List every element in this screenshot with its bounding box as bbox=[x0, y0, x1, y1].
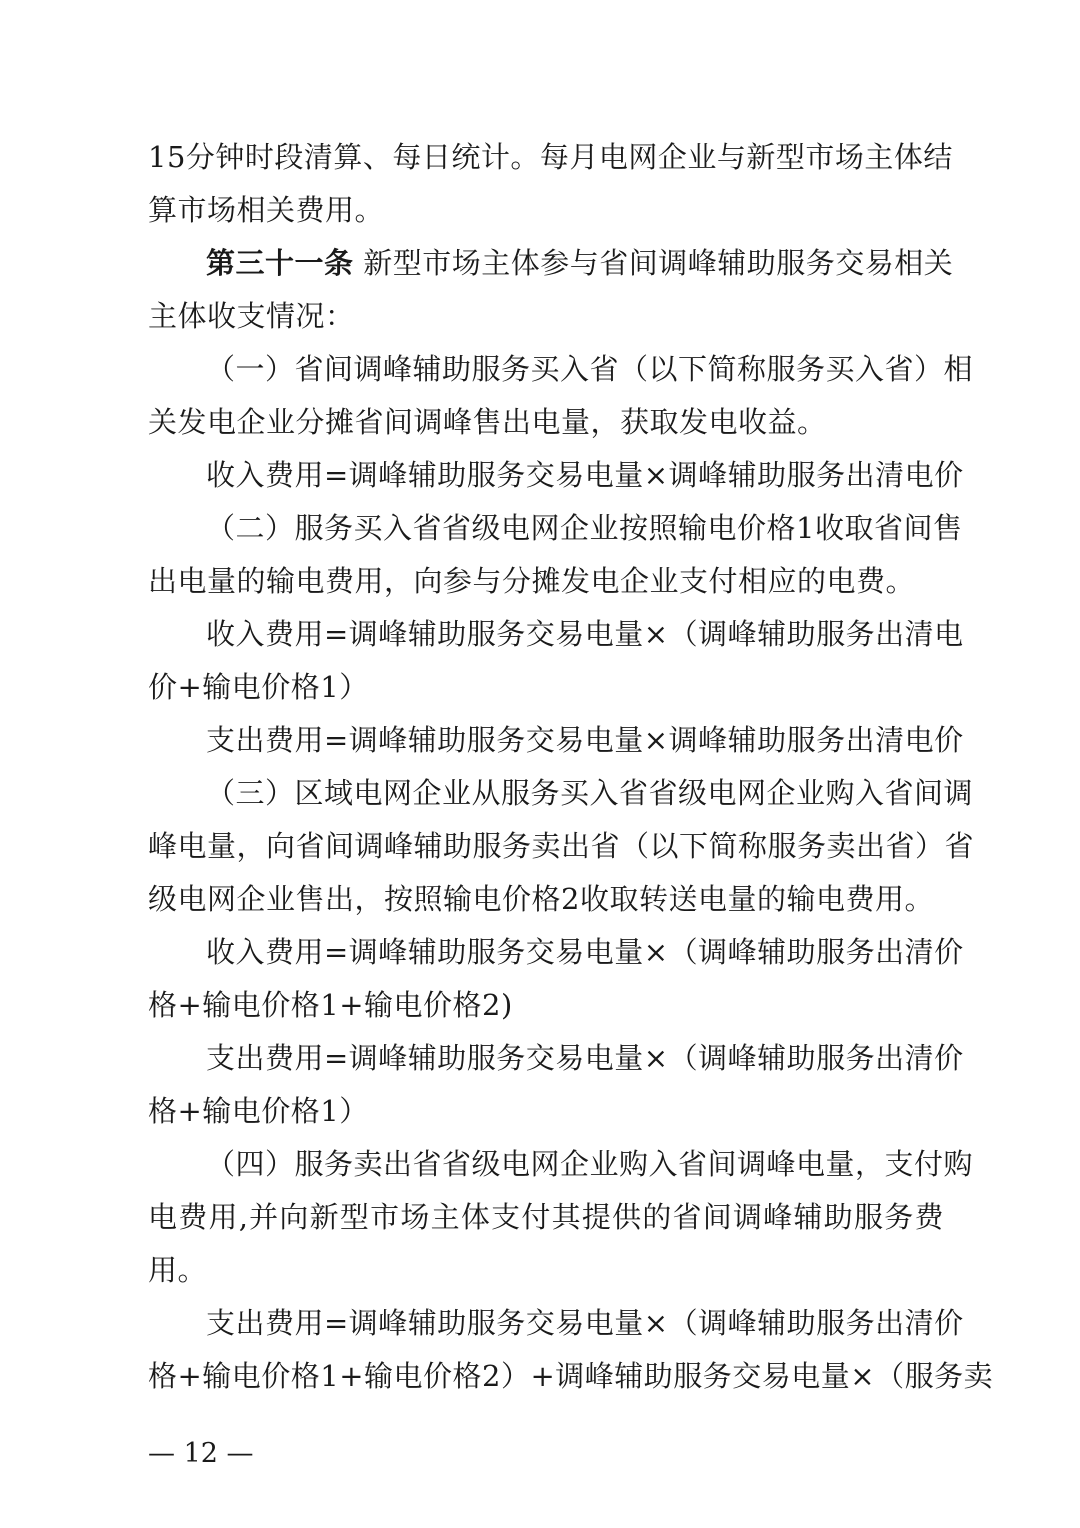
clause-line: （一）省间调峰辅助服务买入省（以下简称服务买入省）相 bbox=[206, 352, 974, 386]
formula-line: 格+输电价格1） bbox=[148, 1094, 369, 1128]
formula-line: 收入费用=调峰辅助服务交易电量×（调峰辅助服务出清价 bbox=[206, 935, 964, 969]
article-heading: 第三十一条 bbox=[206, 246, 354, 280]
body-text-line: 15分钟时段清算、每日统计。每月电网企业与新型市场主体结 bbox=[148, 140, 953, 174]
body-text-line: 主体收支情况： bbox=[148, 299, 355, 333]
formula-line: 格+输电价格1+输电价格2）+调峰辅助服务交易电量×（服务卖 bbox=[148, 1359, 994, 1393]
formula-line: 价+输电价格1） bbox=[148, 670, 369, 704]
body-text-line: 用。 bbox=[148, 1253, 208, 1287]
body-text-line: 峰电量，向省间调峰辅助服务卖出省（以下简称服务卖出省）省 bbox=[148, 829, 975, 863]
formula-line: 格+输电价格1+输电价格2) bbox=[148, 988, 513, 1022]
body-text-line: 算市场相关费用。 bbox=[148, 193, 385, 227]
formula-line: 收入费用=调峰辅助服务交易电量×调峰辅助服务出清电价 bbox=[206, 458, 964, 492]
formula-line: 收入费用=调峰辅助服务交易电量×（调峰辅助服务出清电 bbox=[206, 617, 964, 651]
page-number: — 12 — bbox=[148, 1438, 254, 1469]
clause-line: （四）服务卖出省省级电网企业购入省间调峰电量，支付购 bbox=[206, 1147, 974, 1181]
formula-line: 支出费用=调峰辅助服务交易电量×调峰辅助服务出清电价 bbox=[206, 723, 964, 757]
article-text: 新型市场主体参与省间调峰辅助服务交易相关 bbox=[353, 246, 954, 280]
body-text-line: 电费用,并向新型市场主体支付其提供的省间调峰辅助服务费 bbox=[148, 1200, 944, 1234]
clause-line: （三）区域电网企业从服务买入省省级电网企业购入省间调 bbox=[206, 776, 974, 810]
clause-line: （二）服务买入省省级电网企业按照输电价格1收取省间售 bbox=[206, 511, 963, 545]
formula-line: 支出费用=调峰辅助服务交易电量×（调峰辅助服务出清价 bbox=[206, 1306, 964, 1340]
body-text-line: 关发电企业分摊省间调峰售出电量，获取发电收益。 bbox=[148, 405, 827, 439]
body-text-line: 级电网企业售出，按照输电价格2收取转送电量的输电费用。 bbox=[148, 882, 934, 916]
formula-line: 支出费用=调峰辅助服务交易电量×（调峰辅助服务出清价 bbox=[206, 1041, 964, 1075]
body-text-line: 出电量的输电费用，向参与分摊发电企业支付相应的电费。 bbox=[148, 564, 916, 598]
article-line bbox=[206, 243, 954, 283]
